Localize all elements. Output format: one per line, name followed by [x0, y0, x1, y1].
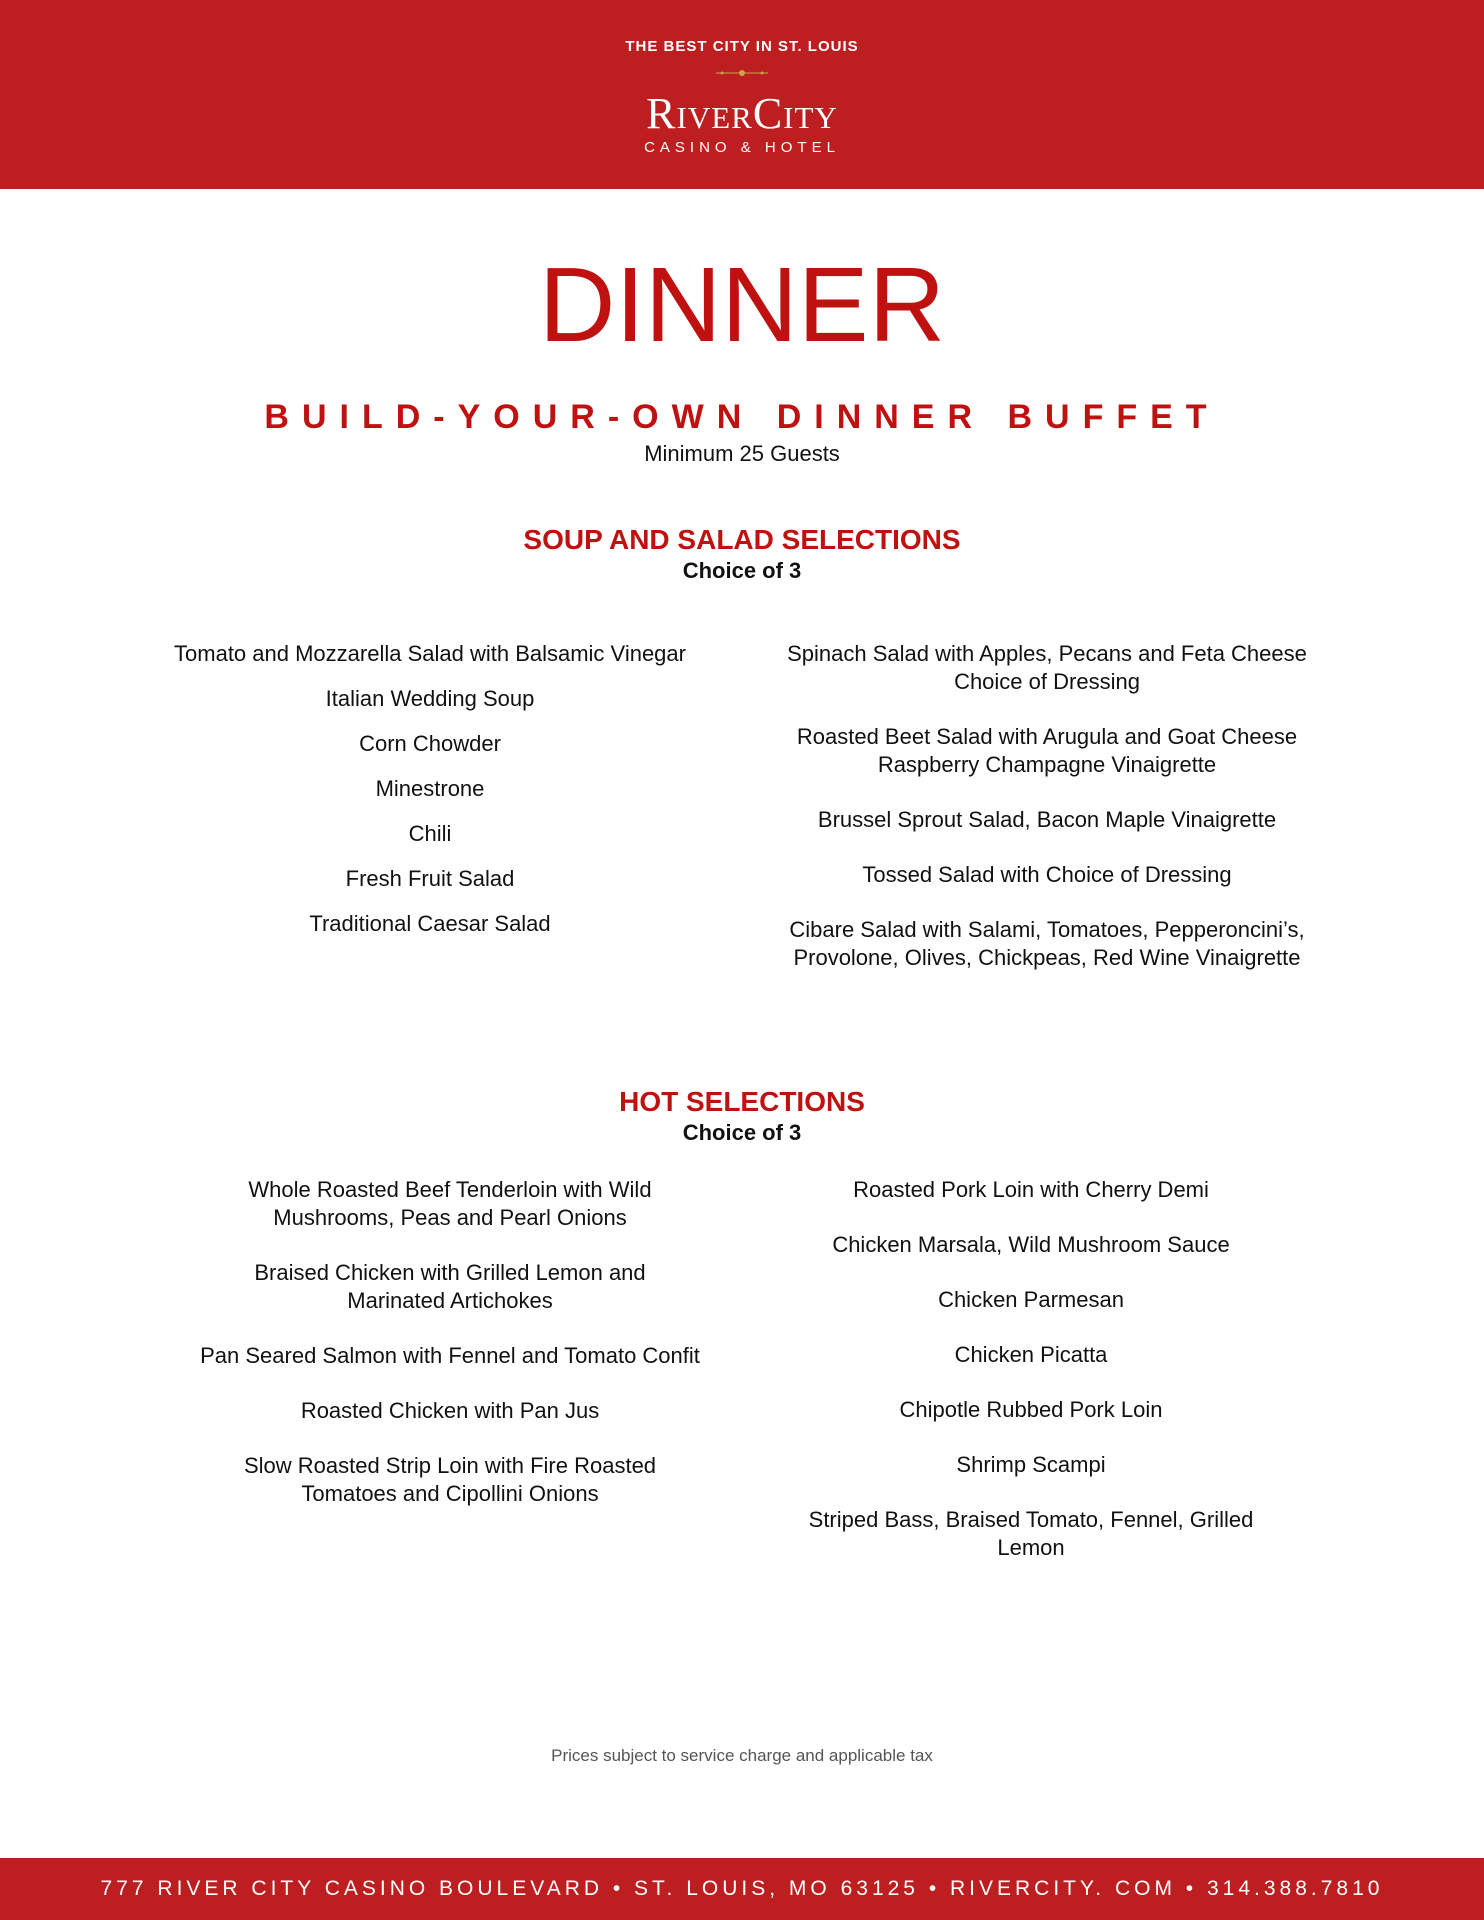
menu-item-line: Tossed Salad with Choice of Dressing	[862, 862, 1232, 887]
menu-item-line: Chipotle Rubbed Pork Loin	[899, 1397, 1163, 1422]
menu-item-line: Tomatoes and Cipollini Onions	[301, 1481, 599, 1506]
menu-item	[150, 1176, 750, 1232]
menu-item-line: Marinated Artichokes	[347, 1288, 553, 1313]
ornament-icon	[712, 66, 772, 80]
menu-item-line: Roasted Chicken with Pan Jus	[300, 1398, 600, 1423]
hot-selections-choice: Choice of 3	[682, 1120, 802, 1145]
logo-subtitle: CASINO & HOTEL	[644, 139, 840, 156]
menu-item	[731, 1506, 1331, 1562]
menu-item	[150, 1259, 750, 1315]
price-note: Prices subject to service charge and applicable tax	[551, 1746, 933, 1765]
menu-item	[731, 1341, 1331, 1369]
menu-item	[747, 806, 1347, 834]
menu-item: Italian Wedding Soup	[325, 686, 535, 711]
menu-item-line: Braised Chicken with Grilled Lemon and	[254, 1260, 646, 1285]
hot-selections-heading: HOT SELECTIONS	[619, 1086, 865, 1117]
menu-item-line: Provolone, Olives, Chickpeas, Red Wine Vinaigrette	[793, 945, 1301, 970]
menu-item-line: Whole Roasted Beef Tenderloin with Wild	[248, 1177, 652, 1202]
menu-item	[150, 1452, 750, 1508]
menu-item	[747, 723, 1347, 779]
menu-item-line: Chicken Parmesan	[938, 1287, 1124, 1312]
footer-address: 777 RIVER CITY CASINO BOULEVARD • ST. LOUIS, MO 63125 • RIVERCITY. COM • 314.388.7810	[100, 1877, 1384, 1900]
menu-item-line: Spinach Salad with Apples, Pecans and Feta Cheese	[787, 641, 1307, 666]
menu-item: Chili	[408, 821, 452, 846]
menu-item	[150, 1397, 750, 1425]
menu-item: Corn Chowder	[359, 731, 501, 756]
minimum-guests: Minimum 25 Guests	[644, 441, 840, 466]
soup-salad-right-column	[747, 640, 1347, 972]
header-banner	[0, 0, 1484, 189]
menu-item-line: Choice of Dressing	[954, 669, 1140, 694]
menu-item-line: Slow Roasted Strip Loin with Fire Roasted	[243, 1453, 657, 1478]
menu-item-line: Lemon	[997, 1535, 1065, 1560]
menu-item-line: Roasted Pork Loin with Cherry Demi	[853, 1177, 1209, 1202]
menu-item-line: Brussel Sprout Salad, Bacon Maple Vinaigrette	[817, 807, 1277, 832]
menu-item: Traditional Caesar Salad	[309, 911, 551, 936]
menu-item-line: Mushrooms, Peas and Pearl Onions	[273, 1205, 627, 1230]
menu-item	[150, 1342, 750, 1370]
menu-item	[731, 1286, 1331, 1314]
tagline: THE BEST CITY IN ST. LOUIS	[625, 38, 859, 55]
menu-item	[731, 1176, 1331, 1204]
hot-right-column	[731, 1176, 1331, 1562]
menu-item-line: Striped Bass, Braised Tomato, Fennel, Grilled	[808, 1507, 1254, 1532]
menu-item-line: Chicken Picatta	[954, 1342, 1108, 1367]
page-title: DINNER	[538, 246, 946, 364]
menu-item-line: Shrimp Scampi	[956, 1452, 1106, 1477]
menu-item: Fresh Fruit Salad	[345, 866, 515, 891]
soup-salad-heading: SOUP AND SALAD SELECTIONS	[523, 524, 961, 555]
menu-item	[747, 861, 1347, 889]
hot-left-column	[150, 1176, 750, 1508]
menu-item-line: Raspberry Champagne Vinaigrette	[877, 752, 1217, 777]
menu-item	[731, 1396, 1331, 1424]
menu-item	[731, 1231, 1331, 1259]
menu-item-line: Pan Seared Salmon with Fennel and Tomato Confit	[200, 1343, 700, 1368]
buffet-title: BUILD-YOUR-OWN DINNER BUFFET	[264, 398, 1220, 436]
menu-item-line: Cibare Salad with Salami, Tomatoes, Pepperoncini’s,	[789, 917, 1305, 942]
menu-item: Minestrone	[375, 776, 485, 801]
soup-salad-left-column	[130, 640, 730, 938]
menu-item	[747, 640, 1347, 696]
menu-item-line: Roasted Beet Salad with Arugula and Goat Cheese	[796, 724, 1298, 749]
menu-item	[731, 1451, 1331, 1479]
menu-item	[747, 916, 1347, 972]
menu-item-line: Chicken Marsala, Wild Mushroom Sauce	[832, 1232, 1230, 1257]
logo: RiverCity	[646, 89, 838, 138]
soup-salad-choice: Choice of 3	[682, 558, 802, 583]
menu-item: Tomato and Mozzarella Salad with Balsamic Vinegar	[174, 641, 686, 666]
footer-banner	[0, 1858, 1484, 1920]
